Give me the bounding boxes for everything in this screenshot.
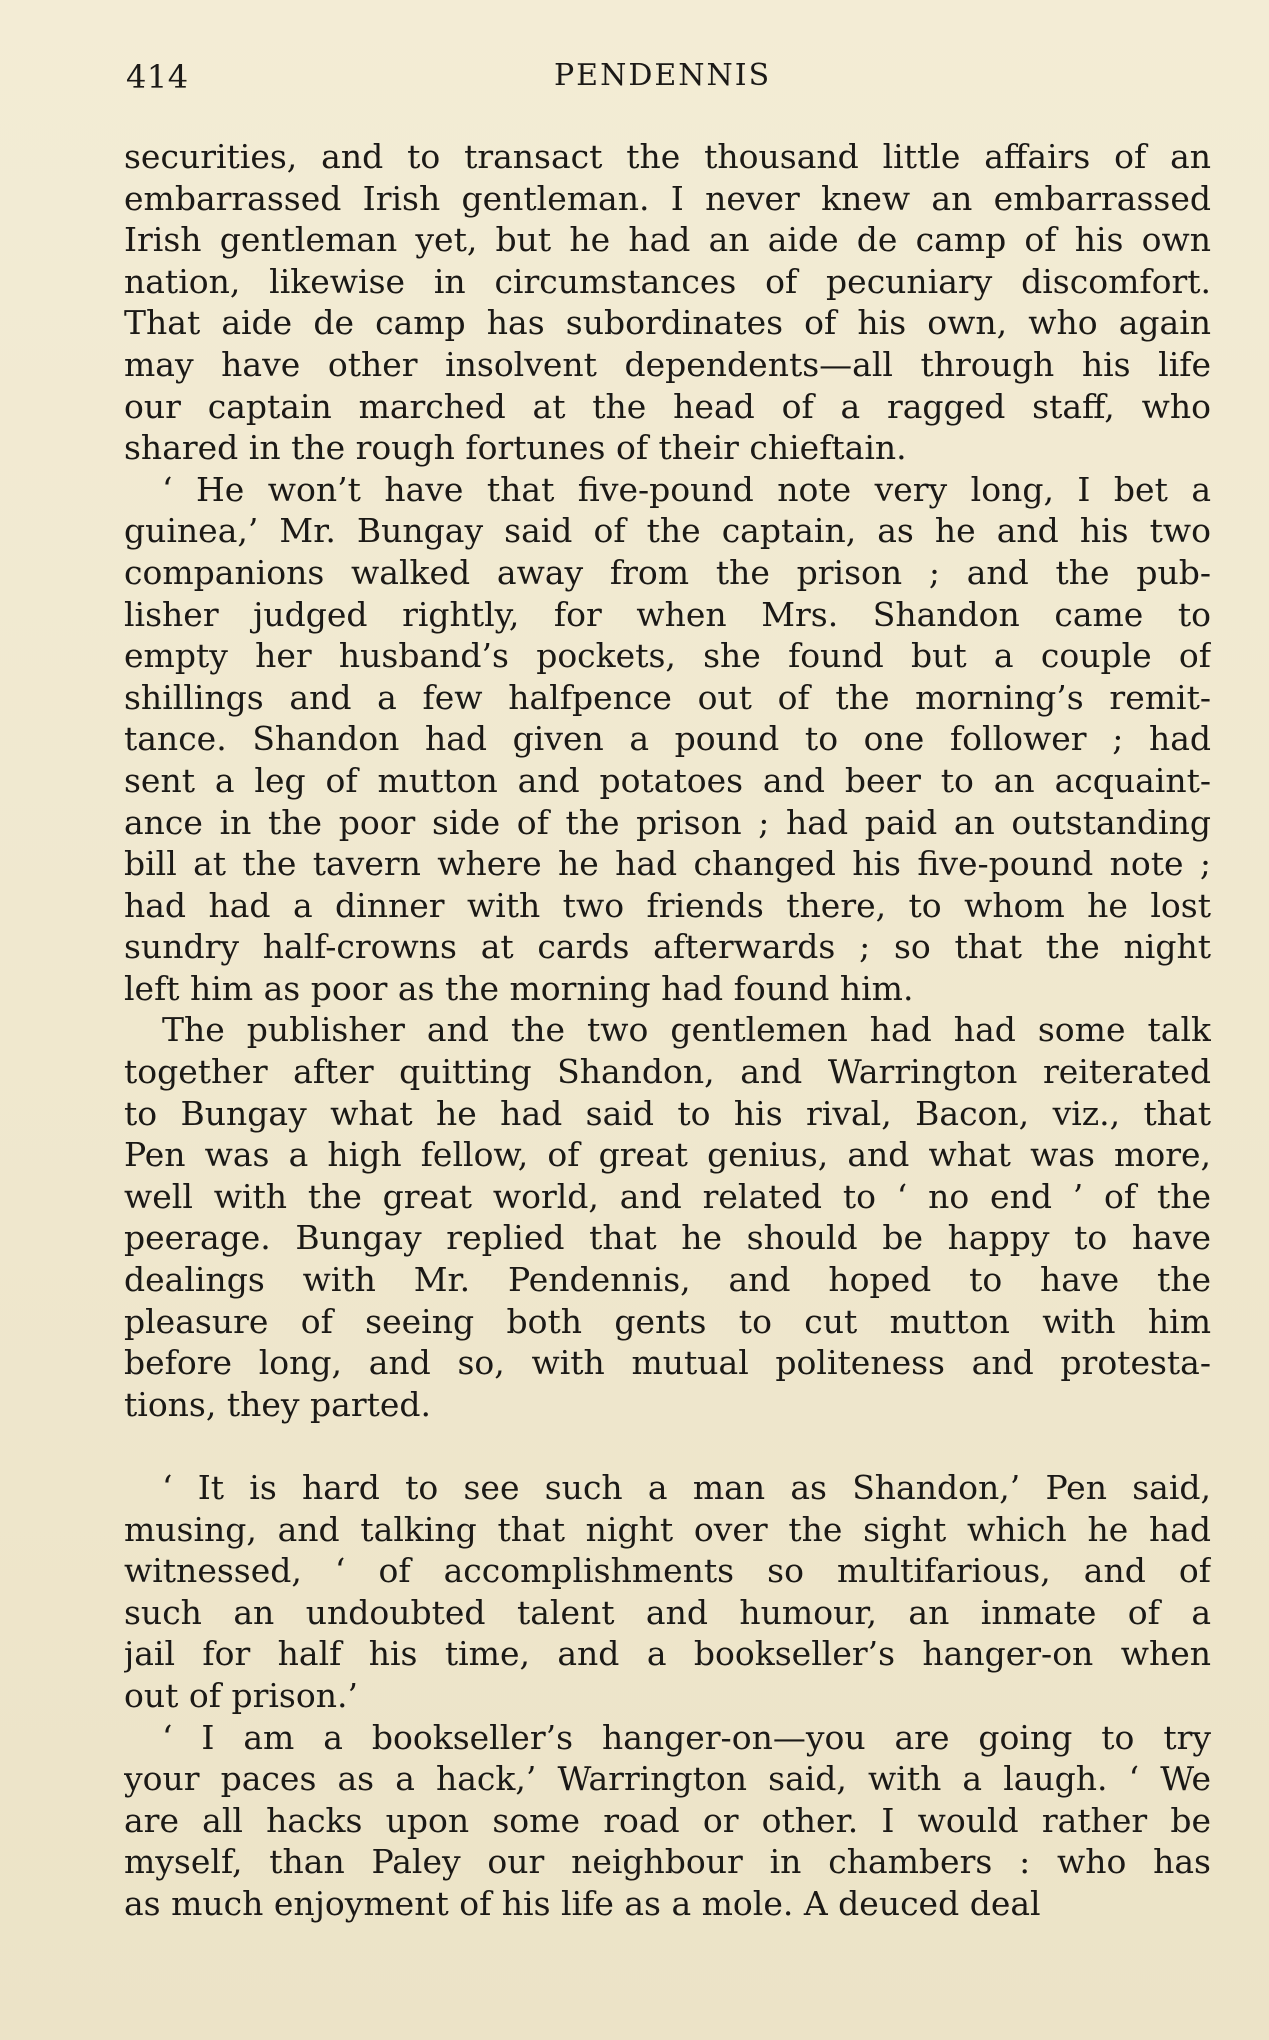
text-line: companions walked away from the prison ; and the pub- [124, 552, 1211, 592]
text-line: That aide de camp has subordinates of his own, who again [124, 303, 1211, 343]
text-line: left him as poor as the morning had found him. [124, 968, 914, 1008]
text-line: jail for half his time, and a bookseller’s hanger-on when [124, 1634, 1211, 1674]
text-line: dealings with Mr. Pendennis, and hoped to have the [124, 1260, 1211, 1300]
paragraph [124, 469, 1211, 1010]
text-line: pleasure of seeing both gents to cut mutton with him [124, 1301, 1211, 1341]
text-line: as much enjoyment of his life as a mole. A deuced deal [124, 1883, 1041, 1923]
text-line: Pen was a high fellow, of great genius, and what was more, [124, 1135, 1211, 1175]
text-line: your paces as a hack,’ Warrington said, with a laugh. ‘ We [124, 1759, 1211, 1799]
text-line: peerage. Bungay replied that he should be happy to have [124, 1218, 1211, 1258]
text-line: securities, and to transact the thousand little affairs of an [124, 137, 1211, 176]
page-header [126, 58, 1211, 102]
text-line: ‘ It is hard to see such a man as Shandon,’ Pen said, [162, 1468, 1211, 1507]
text-line: The publisher and the two gentlemen had had some talk [162, 1010, 1211, 1050]
text-line: well with the great world, and related to ‘ no end ’ of the [124, 1176, 1211, 1216]
text-line: such an undoubted talent and humour, an inmate of a [124, 1592, 1211, 1632]
text-line: may have other insolvent dependents—all through his life [124, 344, 1211, 384]
text-line: tance. Shandon had given a pound to one follower ; had [124, 719, 1211, 759]
text-line: shillings and a few halfpence out of the morning’s remit- [124, 677, 1211, 717]
paragraph [124, 1717, 1211, 1925]
text-line: out of prison.’ [124, 1675, 358, 1715]
text-line: musing, and talking that night over the sight which he had [124, 1509, 1211, 1549]
text-line: before long, and so, with mutual politeness and protesta- [124, 1343, 1211, 1383]
paragraph [124, 1467, 1211, 1717]
text-line: sundry half-crowns at cards afterwards ; so that the night [124, 927, 1211, 967]
running-title: PENDENNIS [554, 58, 772, 93]
text-line: are all hacks upon some road or other. I would rather be [124, 1800, 1211, 1840]
text-line: ‘ He won’t have that five-pound note very long, I bet a [162, 469, 1211, 509]
text-line: our captain marched at the head of a ragged staff, who [124, 386, 1211, 426]
section-break [124, 1425, 1211, 1467]
paragraph [124, 1009, 1211, 1425]
text-line: had had a dinner with two friends there, to whom he lost [124, 885, 1211, 925]
text-line: empty her husband’s pockets, she found but a couple of [124, 636, 1211, 676]
text-line: sent a leg of mutton and potatoes and beer to an acquaint- [124, 760, 1211, 800]
text-line: Irish gentleman yet, but he had an aide de camp of his own [124, 220, 1211, 260]
text-line: lisher judged rightly, for when Mrs. Shandon came to [124, 594, 1211, 634]
text-line: ance in the poor side of the prison ; had paid an outstanding [124, 802, 1211, 842]
text-line: ‘ I am a bookseller’s hanger-on—you are going to try [162, 1717, 1211, 1757]
text-line: myself, than Paley our neighbour in chambers : who has [124, 1842, 1211, 1882]
text-line: embarrassed Irish gentleman. I never knew an embarrassed [124, 178, 1211, 218]
text-line: witnessed, ‘ of accomplishments so multifarious, and of [124, 1551, 1211, 1591]
body-text [124, 136, 1211, 1925]
paragraph [124, 136, 1211, 469]
text-line: nation, likewise in circumstances of pecuniary discomfort. [124, 261, 1211, 301]
text-line: bill at the tavern where he had changed his five-pound note ; [124, 844, 1211, 884]
text-line: together after quitting Shandon, and Warrington reiterated [124, 1052, 1211, 1092]
text-line: shared in the rough fortunes of their chieftain. [124, 428, 907, 468]
page-number: 414 [126, 58, 189, 96]
text-line: tions, they parted. [124, 1384, 432, 1424]
text-line: guinea,’ Mr. Bungay said of the captain, as he and his two [124, 511, 1211, 551]
text-line: to Bungay what he had said to his rival, Bacon, viz., that [124, 1093, 1211, 1133]
